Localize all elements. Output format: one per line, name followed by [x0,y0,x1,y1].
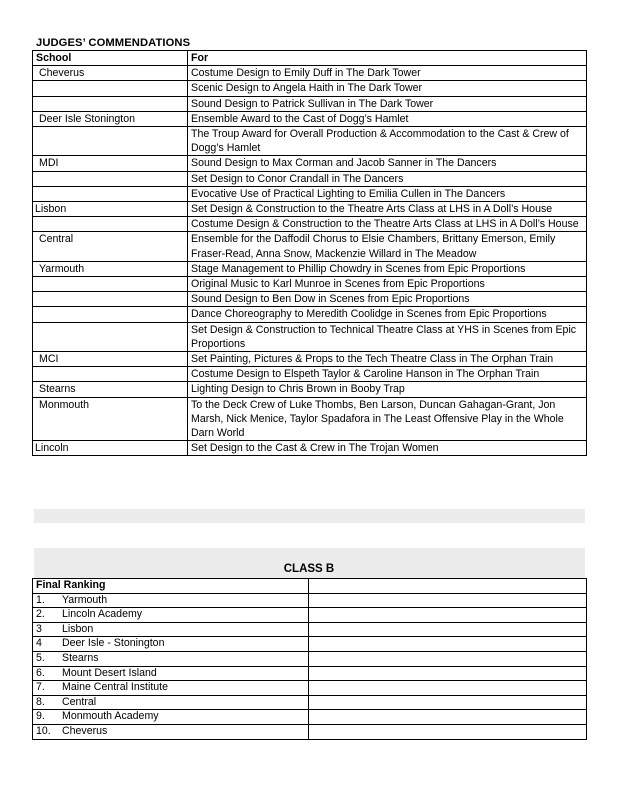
school-cell: Central [33,232,188,261]
table-row [33,111,587,126]
ranking-row [33,695,587,710]
ranking-cell [33,593,309,608]
award-cell: Lighting Design to Chris Brown in Booby Trap [188,382,587,397]
school-cell: Monmouth [33,397,188,441]
for-column-header: For [188,51,587,66]
ranking-row [33,666,587,681]
final-ranking-table [32,578,587,740]
school-cell: MDI [33,156,188,171]
rank-school: Deer Isle - Stonington [62,637,165,650]
empty-cell [309,608,587,623]
award-cell: Sound Design to Max Corman and Jacob Sanner in The Dancers [188,156,587,171]
school-cell [33,277,188,292]
rank-school: Mount Desert Island [62,666,157,679]
empty-cell [309,637,587,652]
ranking-cell [33,666,309,681]
rank-school: Cheverus [62,724,108,737]
table-row [33,156,587,171]
award-cell: Ensemble for the Daffodil Chorus to Elsie Chambers, Brittany Emerson, Emily Fraser-Read, Anna Snow, Mackenzie Willard in The Meadow [188,232,587,261]
table-row [33,217,587,232]
ranking-cell [33,651,309,666]
table-row [33,441,587,456]
empty-cell [309,681,587,696]
school-cell [33,171,188,186]
rank-school: Lisbon [62,622,94,635]
table-row [33,171,587,186]
ranking-row [33,724,587,739]
school-cell [33,81,188,96]
ranking-cell [33,608,309,623]
ranking-cell [33,681,309,696]
rank-number: 3 [36,622,42,635]
commendations-header-row [33,51,587,66]
table-row [33,277,587,292]
table-row [33,292,587,307]
rank-school: Central [62,695,97,708]
award-cell: Set Painting, Pictures & Props to the Tech Theatre Class in The Orphan Train [188,352,587,367]
table-row [33,96,587,111]
ranking-row [33,637,587,652]
rank-school: Maine Central Institute [62,681,168,694]
table-row [33,322,587,351]
award-cell: Sound Design to Patrick Sullivan in The Dark Tower [188,96,587,111]
school-cell [33,96,188,111]
school-cell: Cheverus [33,66,188,81]
rank-school: Lincoln Academy [62,608,143,621]
award-cell: Original Music to Karl Munroe in Scenes from Epic Proportions [188,277,587,292]
award-cell: Costume Design & Construction to the Theatre Arts Class at LHS in A Doll’s House [188,217,587,232]
rank-number: 7. [36,681,45,694]
table-row [33,367,587,382]
empty-cell [309,666,587,681]
ranking-row [33,710,587,725]
judges-commendations-title: JUDGES’ COMMENDATIONS [36,37,191,49]
empty-cell [309,710,587,725]
rank-school: Yarmouth [62,593,108,606]
commendations-table [32,50,587,456]
award-cell: Stage Management to Phillip Chowdry in Scenes from Epic Proportions [188,261,587,276]
rank-number: 4 [36,637,42,650]
ranking-cell [33,637,309,652]
ranking-header-row [33,579,587,594]
ranking-row [33,593,587,608]
school-cell [33,292,188,307]
award-cell: Scenic Design to Angela Haith in The Dark Tower [188,81,587,96]
school-cell [33,127,188,156]
table-row [33,202,587,217]
ranking-row [33,681,587,696]
rank-number: 8. [36,695,45,708]
award-cell: Set Design to Conor Crandall in The Dancers [188,171,587,186]
school-cell [33,307,188,322]
class-b-title: CLASS B [283,563,335,575]
ranking-cell [33,695,309,710]
award-cell: The Troup Award for Overall Production & Accommodation to the Cast & Crew of Dogg’s Hamlet [188,127,587,156]
award-cell: Ensemble Award to the Cast of Dogg’s Hamlet [188,111,587,126]
empty-cell [309,724,587,739]
school-cell [33,367,188,382]
rank-number: 5. [36,651,45,664]
shaded-divider [34,509,585,523]
award-cell: Sound Design to Ben Dow in Scenes from Epic Proportions [188,292,587,307]
empty-header-cell [309,579,587,594]
ranking-cell [33,724,309,739]
table-row [33,307,587,322]
table-row [33,81,587,96]
rank-school: Stearns [62,651,99,664]
school-cell: Deer Isle Stonington [33,111,188,126]
award-cell: Dance Choreography to Meredith Coolidge in Scenes from Epic Proportions [188,307,587,322]
school-cell [33,217,188,232]
school-cell: Lincoln [33,441,188,456]
award-cell: Set Design & Construction to the Theatre Arts Class at LHS in A Doll’s House [188,202,587,217]
school-cell [33,322,188,351]
school-column-header: School [33,51,188,66]
school-cell: Yarmouth [33,261,188,276]
award-cell: Evocative Use of Practical Lighting to Emilia Cullen in The Dancers [188,186,587,201]
rank-number: 9. [36,710,45,723]
school-cell: Stearns [33,382,188,397]
ranking-cell [33,710,309,725]
rank-school: Monmouth Academy [62,710,159,723]
empty-cell [309,593,587,608]
table-row [33,261,587,276]
table-row [33,186,587,201]
empty-cell [309,695,587,710]
ranking-row [33,608,587,623]
table-row [33,127,587,156]
ranking-row [33,622,587,637]
rank-number: 6. [36,666,45,679]
rank-number: 1. [36,593,45,606]
award-cell: Costume Design to Elspeth Taylor & Caroline Hanson in The Orphan Train [188,367,587,382]
ranking-row [33,651,587,666]
rank-number: 2. [36,608,45,621]
ranking-cell [33,622,309,637]
empty-cell [309,622,587,637]
empty-cell [309,651,587,666]
table-row [33,232,587,261]
award-cell: Set Design & Construction to Technical Theatre Class at YHS in Scenes from Epic Proportions [188,322,587,351]
award-cell: Set Design to the Cast & Crew in The Trojan Women [188,441,587,456]
award-cell: Costume Design to Emily Duff in The Dark Tower [188,66,587,81]
school-cell [33,186,188,201]
table-row [33,66,587,81]
table-row [33,382,587,397]
table-row [33,352,587,367]
rank-number: 10. [36,724,51,737]
table-row [33,397,587,441]
award-cell: To the Deck Crew of Luke Thombs, Ben Larson, Duncan Gahagan-Grant, Jon Marsh, Nick Menice, Taylor Spadafora in The Least Offensive Play in the Whole Darn World [188,397,587,441]
school-cell: MCI [33,352,188,367]
school-cell: Lisbon [33,202,188,217]
final-ranking-header: Final Ranking [33,579,309,594]
